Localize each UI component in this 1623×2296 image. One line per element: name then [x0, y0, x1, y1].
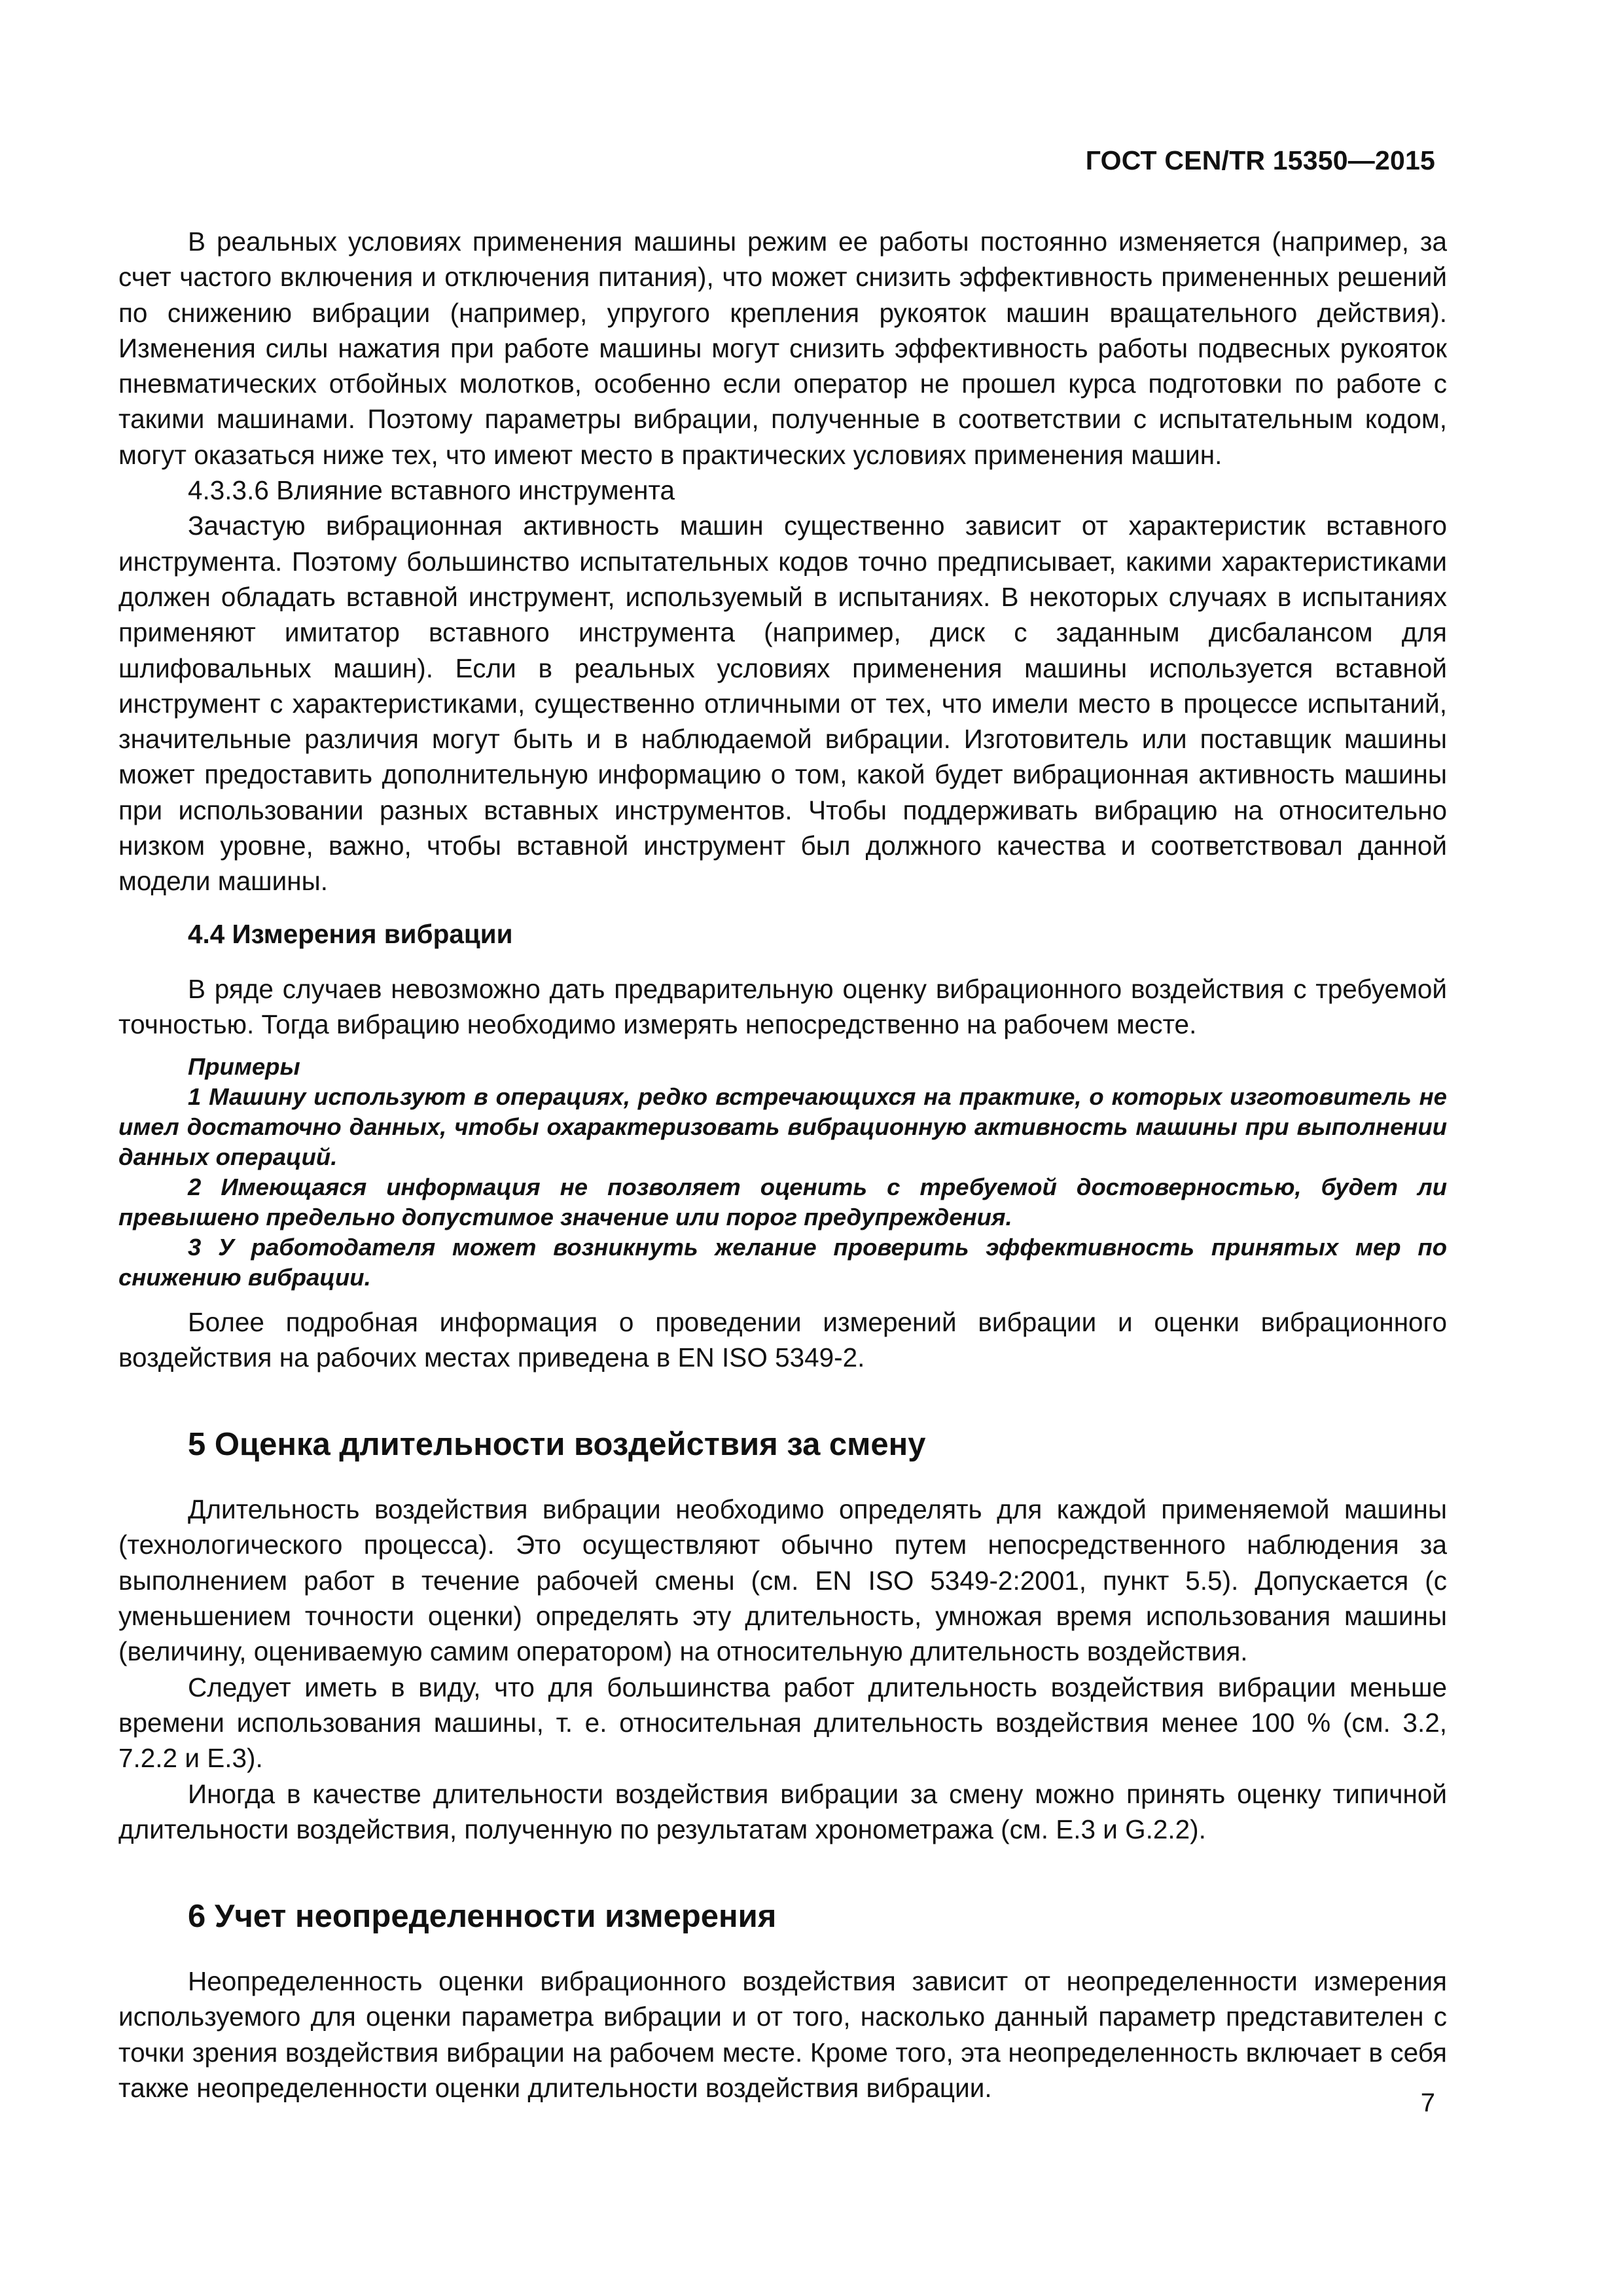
section-6-heading: 6 Учет неопределенности измерения	[188, 1899, 777, 1935]
document-body	[118, 224, 1447, 2106]
section-5-heading: 5 Оценка длительности воздействия за смену	[188, 1427, 926, 1463]
example-1: 1 Машину используют в операциях, редко встречающихся на практике, о которых изготовитель не имел достаточно данных, чтобы охарактеризовать вибрационную активность машины при выполнении данных операций.	[118, 1083, 1447, 1170]
paragraph-typical-duration: Иногда в качестве длительности воздействия вибрации за смену можно принять оценку типичной длительности воздействия, полученную по результатам хронометража (см. E.3 и G.2.2).	[118, 1778, 1447, 1844]
example-2: 2 Имеющаяся информация не позволяет оценить с требуемой достоверностью, будет ли превышено предельно допустимое значение или порог предупреждения.	[118, 1173, 1447, 1230]
subsection-4-3-3-6-heading: 4.3.3.6 Влияние вставного инструмента	[188, 475, 675, 506]
paragraph-operating-conditions: В реальных условиях применения машины режим ее работы постоянно изменяется (например, за счет частого включения и отключения питания), что может снизить эффективность примененных решений по снижению вибрации (например, упругого крепления рукояток машин вращательного действия). Изменения силы нажатия при работе машины могут снизить эффективность работы подвесных рукояток пневматических отбойных молотков, особенно если оператор не прошел курса подготовки по работе с такими машинами. Поэтому параметры вибрации, полученные в соответствии с испытательным кодом, могут оказаться ниже тех, что имеют место в практических условиях применения машин.	[118, 226, 1447, 470]
paragraph-measurement-need: В ряде случаев невозможно дать предварительную оценку вибрационного воздействия с требуемой точностью. Тогда вибрацию необходимо измерять непосредственно на рабочем месте.	[118, 973, 1447, 1040]
paragraph-uncertainty: Неопределенность оценки вибрационного воздействия зависит от неопределенности измерения используемого для оценки параметра вибрации и от того, насколько данный параметр представителен с точки зрения воздействия вибрации на рабочем месте. Кроме того, эта неопределенность включает в себя также неопределенности оценки длительности воздействия вибрации.	[118, 1966, 1447, 2103]
paragraph-exposure-duration: Длительность воздействия вибрации необходимо определять для каждой применяемой машины (технологического процесса). Это осуществляют обычно путем непосредственного наблюдения за выполнением работ в течение рабочей смены (см. EN ISO 5349-2:2001, пункт 5.5). Допускается (с уменьшением точности оценки) определять эту длительность, умножая время использования машины (величину, оцениваемую самим оператором) на относительную длительность воздействия.	[118, 1494, 1447, 1667]
paragraph-inserted-tool: Зачастую вибрационная активность машин существенно зависит от характеристик вставного инструмента. Поэтому большинство испытательных кодов точно предписывает, какими характеристиками должен обладать вставной инструмент, используемый в испытаниях. В некоторых случаях в испытаниях применяют имитатор вставного инструмента (например, диск с заданным дисбалансом для шлифовальных машин). Если в реальных условиях применения машины используется вставной инструмент с характеристиками, существенно отличными от тех, что имели место в процессе испытаний, значительные различия могут быть и в наблюдаемой вибрации. Изготовитель или поставщик машины может предоставить дополнительную информацию о том, какой будет вибрационная активность машины при использовании разных вставных инструментов. Чтобы поддерживать вибрацию на относительно низком уровне, важно, чтобы вставной инструмент был должного качества и соответствовал данной модели машины.	[118, 511, 1447, 897]
section-4-4-heading: 4.4 Измерения вибрации	[188, 918, 513, 949]
paragraph-more-info: Более подробная информация о проведении измерений вибрации и оценки вибрационного воздействия на рабочих местах приведена в EN ISO 5349-2.	[118, 1306, 1447, 1372]
example-3: 3 У работодателя может возникнуть желание проверить эффективность принятых мер по снижению вибрации.	[118, 1233, 1447, 1291]
document-code-header: ГОСТ CEN/TR 15350—2015	[1085, 145, 1435, 175]
page-number: 7	[1420, 2089, 1435, 2117]
examples-block	[118, 1052, 1447, 1293]
examples-title: Примеры	[188, 1052, 300, 1080]
paragraph-usage-time: Следует иметь в виду, что для большинства работ длительность воздействия вибрации меньше времени использования машины, т. е. относительная длительность воздействия менее 100 % (см. 3.2, 7.2.2 и E.3).	[118, 1672, 1447, 1774]
